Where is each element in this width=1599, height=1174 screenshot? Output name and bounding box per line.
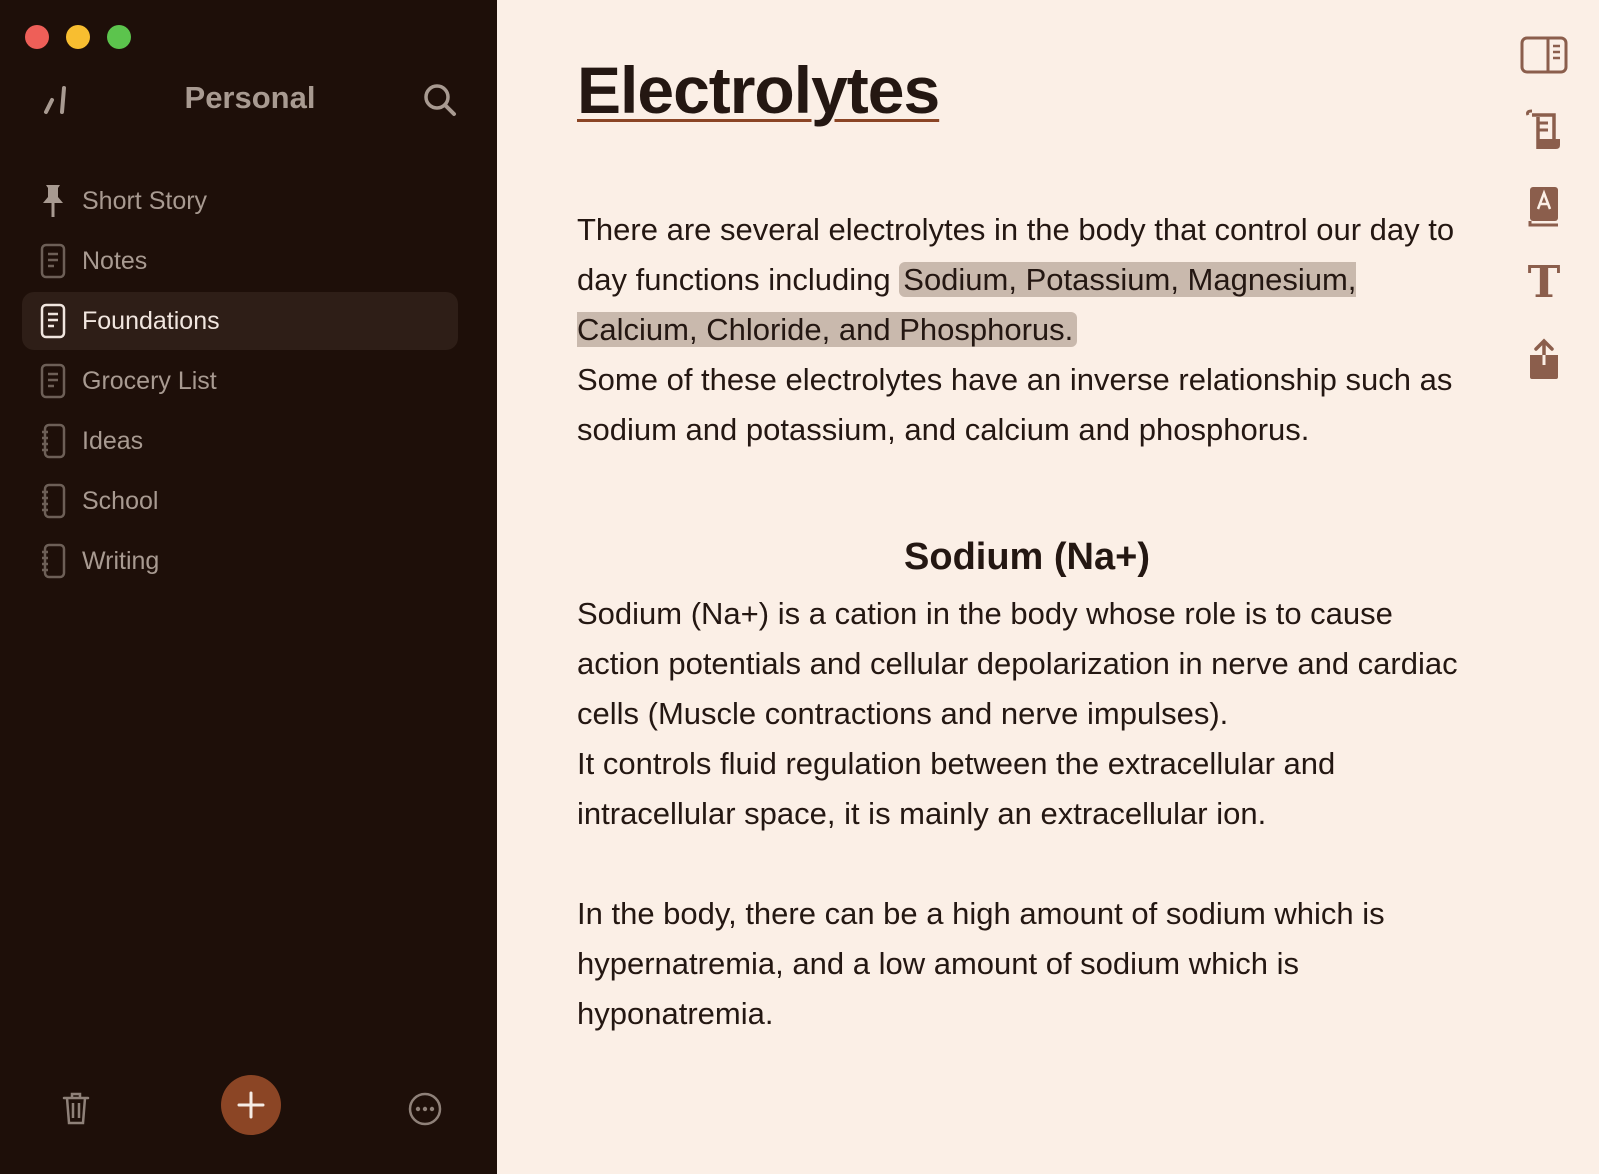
paragraph-text: There are several electrolytes in the body that control our day to day functions including [577,212,1455,297]
paragraph-text: It controls fluid regulation between the extracellular and intracellular space, it is mainly an extracellular ion. [577,746,1336,831]
selected-text-highlight: Sodium, Potassium, Magnesium, Calcium, Chloride, and Phosphorus. [577,262,1357,347]
document-icon [40,303,66,339]
trash-icon[interactable] [60,1090,92,1126]
document-icon [40,243,66,279]
sidebar [0,0,497,1174]
section-heading: Sodium (Na+) [904,536,1150,578]
sidebar-item-notes[interactable] [22,232,458,290]
paragraph-text: Some of these electrolytes have an inverse relationship such as sodium and potassium, and calcium and phosphorus. [577,362,1453,447]
dictionary-icon[interactable] [1519,182,1569,232]
outline-icon[interactable] [1519,106,1569,156]
more-options-icon[interactable] [407,1091,443,1127]
notebook-icon [40,483,66,519]
search-icon[interactable] [422,82,458,118]
sidebar-item-foundations[interactable] [22,292,458,350]
paragraph-text: Sodium (Na+) is a cation in the body whose role is to cause action potentials and cellular depolarization in nerve and cardiac cells (Muscle contractions and nerve impulses). [577,596,1458,731]
document-body[interactable] [577,50,1477,1039]
paragraph-sodium-levels: In the body, there can be a high amount of sodium which is hypernatremia, and a low amount of sodium which is hyponatremia. [577,896,1385,1031]
maximize-window-button[interactable] [107,25,131,49]
sidebar-item-ideas[interactable] [22,412,458,470]
sidebar-item-grocery-list[interactable] [22,352,458,410]
sidebar-toggle-icon[interactable] [1519,30,1569,80]
sidebar-item-label: Writing [82,546,160,575]
sidebar-item-label: School [82,486,159,515]
sidebar-item-short-story[interactable] [22,172,458,230]
notebook-icon [40,543,66,579]
right-toolbar [1519,30,1569,410]
sidebar-item-writing[interactable] [22,532,458,590]
sidebar-item-label: Notes [82,246,148,275]
sidebar-item-label: Short Story [82,186,208,215]
editor[interactable] [497,0,1599,1174]
document-title: Electrolytes [577,53,940,127]
close-window-button[interactable] [25,25,49,49]
notebook-icon [40,423,66,459]
sidebar-item-school[interactable] [22,472,458,530]
pin-icon [40,183,66,219]
sidebar-item-label: Foundations [82,306,220,335]
text-format-glyph: T [1527,257,1561,308]
sidebar-title: Personal [184,80,316,115]
paragraph-sodium-role [577,589,1477,839]
share-icon[interactable] [1519,334,1569,384]
app-logo-icon [40,82,70,118]
document-icon [40,363,66,399]
sidebar-item-label: Grocery List [82,366,217,395]
window-controls [25,25,131,49]
paragraph-intro [577,205,1477,455]
text-format-icon[interactable] [1519,258,1569,308]
minimize-window-button[interactable] [66,25,90,49]
plus-icon [236,1090,266,1120]
add-note-button[interactable] [221,1075,281,1135]
sidebar-item-label: Ideas [82,426,144,455]
sidebar-nav [22,172,458,592]
